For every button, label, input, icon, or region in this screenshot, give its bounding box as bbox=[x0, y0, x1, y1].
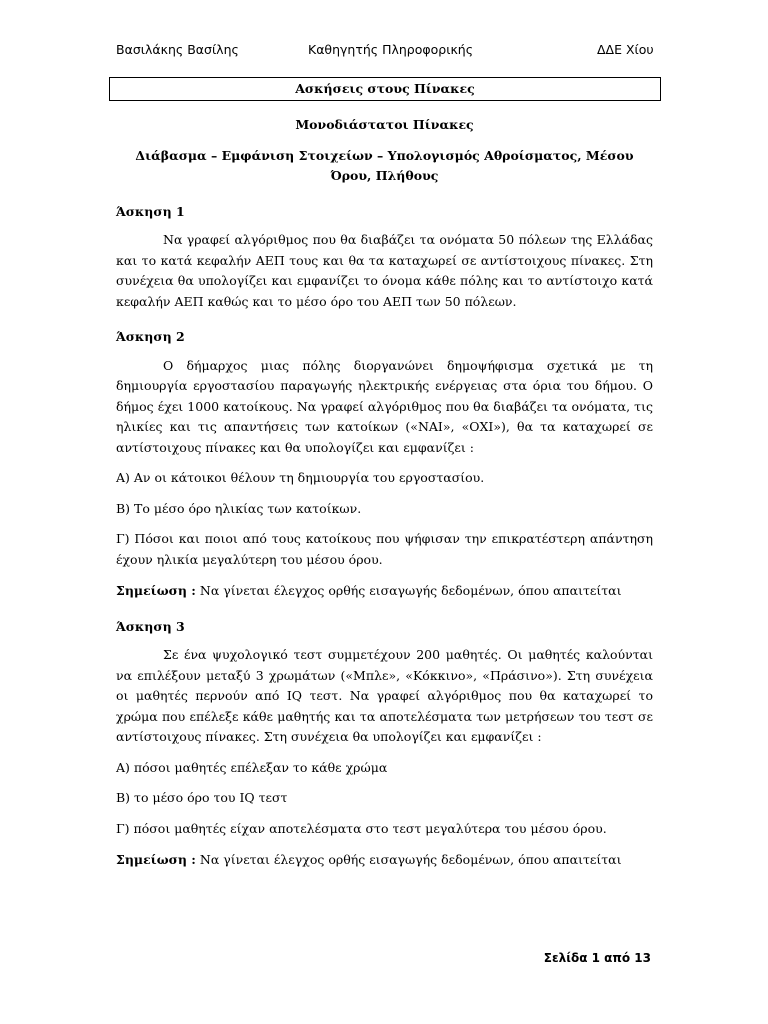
header-school: ΔΔΕ Χίου bbox=[597, 42, 654, 57]
exercise-3-heading: Άσκηση 3 bbox=[116, 618, 185, 634]
exercise-2-item-c: Γ) Πόσοι και ποιοι από τους κατοίκους που ψήφισαν την επικρατέστερη απάντηση έχουν ηλικία μεγαλύτερη του μέσου όρου. bbox=[116, 531, 653, 567]
exercise-1-text: Να γραφεί αλγόριθμος που θα διαβάζει τα ονόματα 50 πόλεων της Ελλάδας και το κατά κεφαλήν ΑΕΠ τους και θα τα καταχωρεί σε αντίστοιχους πίνακες. Στη συνέχεια θα υπολογίζει και εμφανίζει το όνομα κάθε πόλης και το αντίστοιχο κατά κεφαλήν ΑΕΠ καθώς και το μέσο όρο του ΑΕΠ των 50 πόλεων. bbox=[116, 232, 653, 309]
exercise-2-item-a: Α) Αν οι κάτοικοι θέλουν τη δημιουργία του εργοστασίου. bbox=[116, 470, 485, 485]
exercise-3-item-b: Β) το μέσο όρο του IQ τεστ bbox=[116, 790, 288, 805]
exercise-2-text: Ο δήμαρχος μιας πόλης διοργανώνει δημοψήφισμα σχετικά με τη δημιουργία εργοστασίου παραγωγής ηλεκτρικής ενέργειας στα όρια του δήμου. Ο δήμος έχει 1000 κατοίκους. Να γραφεί αλγόριθμος που θα διαβάζει τα ονόματα, τις ηλικίες και τις απαντήσεις των κατοίκων («ΝΑΙ», «ΟΧΙ»), θα τα καταχωρεί σε αντίστοιχους πίνακες και θα υπολογίζει και εμφανίζει : bbox=[116, 357, 653, 455]
exercise-2-heading: Άσκηση 2 bbox=[116, 329, 185, 344]
page-number: Σελίδα 1 από 13 bbox=[543, 951, 651, 965]
exercise-2-note bbox=[116, 581, 653, 602]
exercise-3-text: Σε ένα ψυχολογικό τεστ συμμετέχουν 200 μαθητές. Οι μαθητές καλούνται να επιλέξουν μεταξύ 3 χρωμάτων («Μπλε», «Κόκκινο», «Πράσινο»). Στη συνέχεια οι μαθητές περνούν από IQ τεστ. Να γραφεί αλγόριθμος που θα καταχωρεί το χρώμα που επέλεξε κάθε μαθητής και τα αποτελέσματα των μετρήσεων του τεστ σε αντίστοιχους πίνακες. Στη συνέχεια θα υπολογίζει και εμφανίζει : bbox=[116, 647, 653, 744]
section-title: Μονοδιάστατοι Πίνακες bbox=[295, 117, 474, 132]
exercise-3-item-c: Γ) πόσοι μαθητές είχαν αποτελέσματα στο τεστ μεγαλύτερα του μέσου όρου. bbox=[116, 820, 607, 836]
note-label: Σημείωση : bbox=[116, 852, 196, 867]
document-title: Ασκήσεις στους Πίνακες bbox=[109, 77, 661, 101]
document-body bbox=[116, 115, 653, 871]
note-text: Να γίνεται έλεγχος ορθής εισαγωγής δεδομένων, όπου απαιτείται bbox=[195, 852, 622, 867]
note-text: Να γίνεται έλεγχος ορθής εισαγωγής δεδομένων, όπου απαιτείται bbox=[195, 583, 622, 598]
exercise-1-heading: Άσκηση 1 bbox=[116, 203, 185, 219]
exercise-2-item-b: Β) Το μέσο όρο ηλικίας των κατοίκων. bbox=[116, 500, 362, 516]
header-role: Καθηγητής Πληροφορικής bbox=[308, 42, 474, 57]
header-author: Βασιλάκης Βασίλης bbox=[116, 42, 239, 57]
section-subtitle: Διάβασμα – Εμφάνιση Στοιχείων – Υπολογισμός Αθροίσματος, Μέσου Όρου, Πλήθους bbox=[135, 147, 634, 183]
exercise-3-note bbox=[116, 850, 653, 871]
exercise-3-item-a: Α) πόσοι μαθητές επέλεξαν το κάθε χρώμα bbox=[116, 759, 388, 775]
note-label: Σημείωση : bbox=[116, 583, 196, 598]
